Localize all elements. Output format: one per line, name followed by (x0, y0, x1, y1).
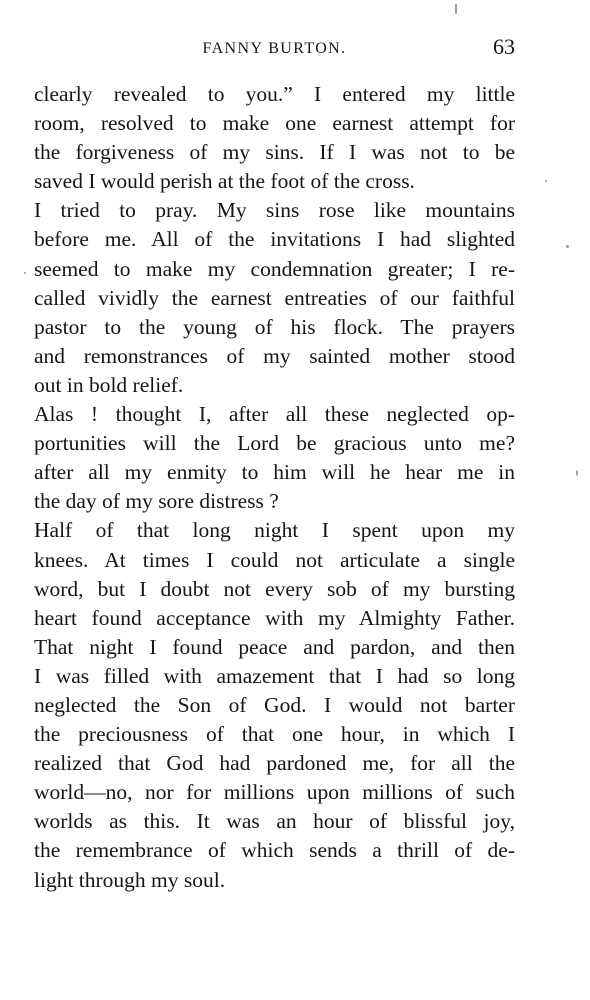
page-number: 63 (493, 34, 515, 59)
paragraph (34, 516, 515, 894)
paper-speck (545, 180, 547, 182)
text-line: called vividly the earnest entreaties of our faithful (34, 285, 515, 310)
text-line: clearly revealed to you.” I entered my little (34, 82, 515, 106)
text-line: the day of my sore distress ? (34, 489, 279, 514)
text-line: Alas ! thought I, after all these neglected op- (34, 402, 515, 427)
paragraph (34, 80, 515, 196)
paragraph (34, 196, 515, 400)
text-line: Half of that long night I spent upon my (34, 518, 515, 543)
text-line: the forgiveness of my sins. If I was not to be (34, 140, 515, 165)
page-header (34, 34, 515, 64)
text-line: knees. At times I could not articulate a single (34, 547, 515, 572)
paper-speck (455, 4, 457, 14)
text-line: room, resolved to make one earnest attempt for (34, 111, 515, 136)
text-line: and remonstrances of my sainted mother stood (34, 343, 515, 368)
paragraph (34, 400, 515, 516)
text-line: world—no, nor for millions upon millions of such (34, 780, 515, 805)
text-line: saved I would perish at the foot of the cross. (34, 169, 415, 194)
text-line: light through my soul. (34, 867, 226, 892)
text-line: after all my enmity to him will he hear me in (34, 460, 515, 485)
text-line: That night I found peace and pardon, and then (34, 634, 515, 659)
text-line: the preciousness of that one hour, in which I (34, 722, 515, 747)
text-line: neglected the Son of God. I would not barter (34, 692, 515, 717)
paper-speck (576, 470, 578, 476)
text-line: the remembrance of which sends a thrill of de- (34, 838, 515, 863)
text-line: heart found acceptance with my Almighty Father. (34, 605, 515, 630)
text-line: worlds as this. It was an hour of blissful joy, (34, 809, 515, 834)
paper-speck (24, 272, 26, 274)
running-head: FANNY BURTON. (202, 40, 347, 57)
text-line: out in bold relief. (34, 372, 184, 397)
text-line: I tried to pray. My sins rose like mountains (34, 198, 515, 223)
paper-speck (566, 245, 569, 248)
text-line: word, but I doubt not every sob of my bursting (34, 576, 515, 601)
body-text (34, 80, 515, 895)
text-line: I was filled with amazement that I had so long (34, 663, 515, 688)
text-line: realized that God had pardoned me, for all the (34, 751, 515, 776)
text-line: pastor to the young of his flock. The prayers (34, 314, 515, 339)
text-line: before me. All of the invitations I had slighted (34, 227, 515, 252)
text-line: seemed to make my condemnation greater; I re- (34, 256, 515, 281)
text-line: portunities will the Lord be gracious unto me? (34, 431, 515, 456)
